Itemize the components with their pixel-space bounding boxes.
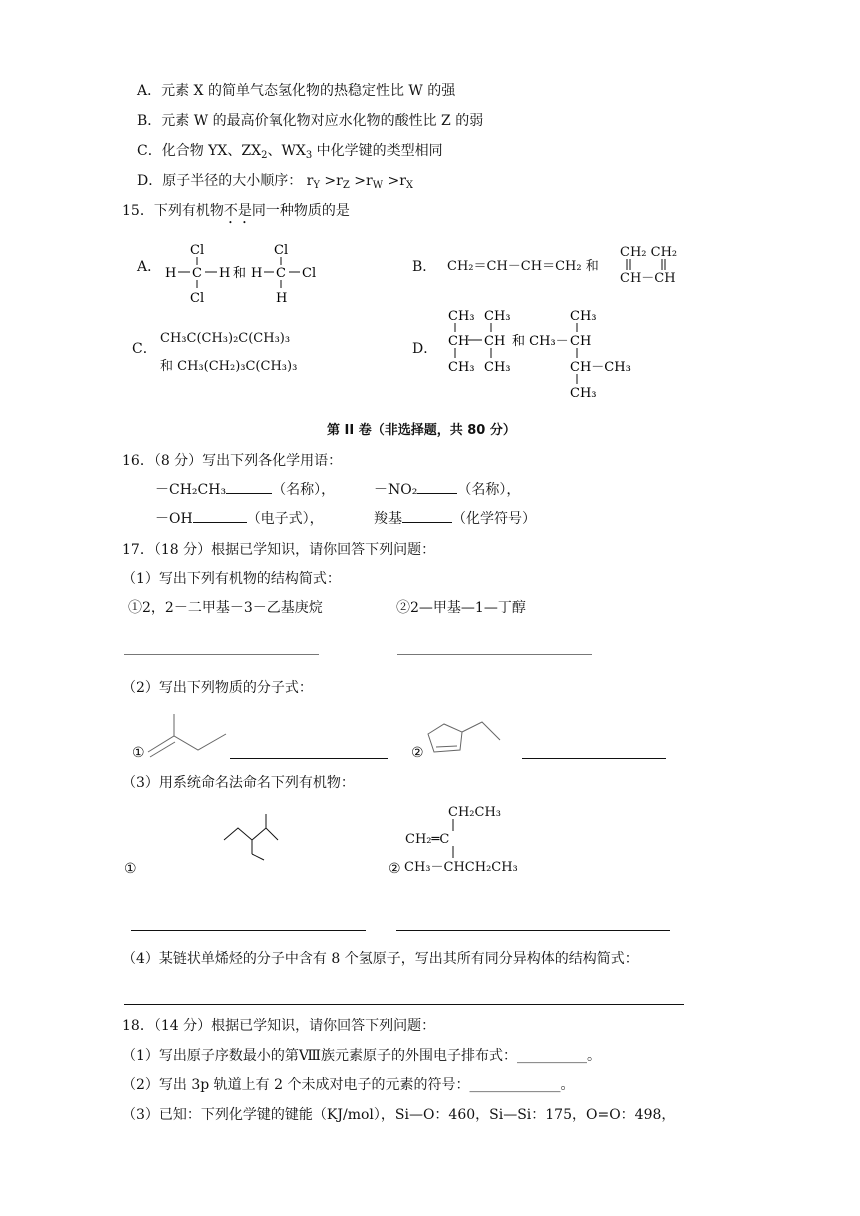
q15-c-line1: CH₃C(CH₃)₂C(CH₃)₃ (160, 331, 291, 346)
answer-line[interactable] (396, 930, 670, 931)
bond-line (448, 818, 458, 832)
q17-part4: （4）某链状单烯烃的分子中含有 8 个氢原子，写出其所有同分异构体的结构简式： (122, 951, 639, 967)
q16-item2: －NO₂ （名称）， (374, 482, 521, 498)
svg-text:C: C (276, 266, 286, 281)
svg-text:Cl: Cl (274, 243, 289, 258)
svg-text:CH: CH (484, 334, 506, 349)
answer-line[interactable] (124, 654, 319, 655)
answer-line[interactable] (124, 1004, 684, 1005)
q17-part1-b: ②2—甲基—1—丁醇 (396, 600, 526, 616)
q17-part1-a: ①2，2－二甲基－3－乙基庚烷 (128, 600, 323, 616)
answer-blank[interactable] (417, 481, 457, 494)
section-title: 第 II 卷（非选择题，共 80 分） (327, 423, 516, 438)
skeletal-structure-cyclopentene (420, 712, 510, 762)
q16-item3: －OH （电子式）， (155, 511, 324, 527)
svg-text:和 CH₃－: 和 CH₃－ (512, 334, 569, 349)
q17-part3-b: ② (388, 861, 401, 877)
q15-a-label: A． (137, 259, 162, 275)
answer-line[interactable] (522, 758, 666, 759)
svg-text:CH₃: CH₃ (570, 309, 597, 324)
q17-part1: （1）写出下列有机物的结构简式： (122, 571, 341, 587)
q15-d-label: D． (412, 341, 438, 357)
q18-stem: 18．（14 分）根据已学知识，请你回答下列问题： (122, 1018, 436, 1034)
q18-part3: （3）已知：下列化学键的键能（KJ/mol），Si—O：460，Si—Si：175，O=O：498， (122, 1107, 676, 1123)
q14-option-b: B．元素 W 的最高价氧化物对应水化物的酸性比 Z 的弱 (137, 113, 484, 129)
q17-part3-b-top: CH₂CH₃ (448, 805, 501, 820)
q14-option-d: D．原子半径的大小顺序： $r_Y >r_Z >r_W >r_X$ (137, 173, 414, 191)
skeletal-structure-alkene (146, 712, 236, 762)
svg-text:Cl: Cl (190, 291, 205, 306)
q15-stem: 15．下列有机物不是同一种物质的是 (122, 203, 350, 219)
svg-text:和: 和 (233, 266, 247, 281)
svg-text:H: H (219, 266, 231, 281)
emphasis-not: 不是 (223, 203, 252, 219)
q15-b-right-bottom: CH－CH (620, 271, 676, 286)
q18-part1: （1）写出原子序数最小的第Ⅷ族元素原子的外围电子排布式：__________。 (122, 1048, 601, 1064)
svg-text:CH₃: CH₃ (448, 309, 475, 324)
q15-a-structures (160, 240, 335, 310)
svg-text:H: H (251, 266, 263, 281)
q17-stem: 17．（18 分）根据已学知识，请你回答下列问题： (122, 542, 436, 558)
q16-item1: －CH₂CH₃ （名称）， (155, 482, 336, 498)
svg-text:H: H (276, 291, 288, 306)
svg-text:CH: CH (570, 334, 592, 349)
answer-line[interactable] (131, 930, 366, 931)
svg-text:CH: CH (448, 334, 470, 349)
svg-text:CH₃: CH₃ (570, 386, 597, 401)
q17-part3-b-mid: CH₂═C (405, 832, 450, 847)
svg-text:CH₃: CH₃ (484, 360, 511, 375)
q15-b-right-top: CH₂ CH₂ (620, 245, 678, 260)
q15-c-label: C． (132, 341, 157, 357)
answer-line[interactable] (397, 654, 592, 655)
q14-option-c: C．化合物 YX、$ZX_2$、$WX_3$ 中化学键的类型相同 (137, 143, 443, 161)
answer-blank[interactable] (402, 510, 452, 523)
skeletal-structure-alkane (222, 812, 282, 862)
answer-blank[interactable] (226, 481, 272, 494)
q16-item4: 羧基 （化学符号） (374, 511, 536, 527)
svg-text:C: C (192, 266, 202, 281)
q18-part2: （2）写出 3p 轨道上有 2 个未成对电子的元素的符号：_____________。 (122, 1077, 575, 1093)
q17-part3: （3）用系统命名法命名下列有机物： (122, 775, 355, 791)
q17-part2-a: ① (132, 745, 145, 761)
svg-text:CH₃: CH₃ (484, 309, 511, 324)
svg-text:CH－CH₃: CH－CH₃ (570, 360, 631, 375)
svg-text:CH₃: CH₃ (448, 360, 475, 375)
q17-part3-b-bottom: CH₃－CHCH₂CH₃ (404, 860, 518, 875)
svg-text:Cl: Cl (302, 266, 317, 281)
q15-c-line2: 和 CH₃(CH₂)₃C(CH₃)₃ (160, 359, 298, 374)
q17-part3-a: ① (124, 861, 137, 877)
q15-b-left: CH₂＝CH－CH＝CH₂ 和 (447, 259, 599, 274)
q17-part2: （2）写出下列物质的分子式： (122, 680, 313, 696)
svg-text:Cl: Cl (190, 243, 205, 258)
q15-b-label: B． (412, 259, 437, 275)
svg-text:H: H (165, 266, 177, 281)
q16-stem: 16．（8 分）写出下列各化学用语： (122, 453, 343, 469)
bond-line (448, 845, 458, 859)
q15-d-structures (440, 302, 650, 402)
answer-line[interactable] (230, 758, 388, 759)
q17-part2-b: ② (411, 745, 424, 761)
answer-blank[interactable] (193, 510, 247, 523)
q14-option-a: A．元素 X 的简单气态氢化物的热稳定性比 W 的强 (137, 83, 456, 99)
